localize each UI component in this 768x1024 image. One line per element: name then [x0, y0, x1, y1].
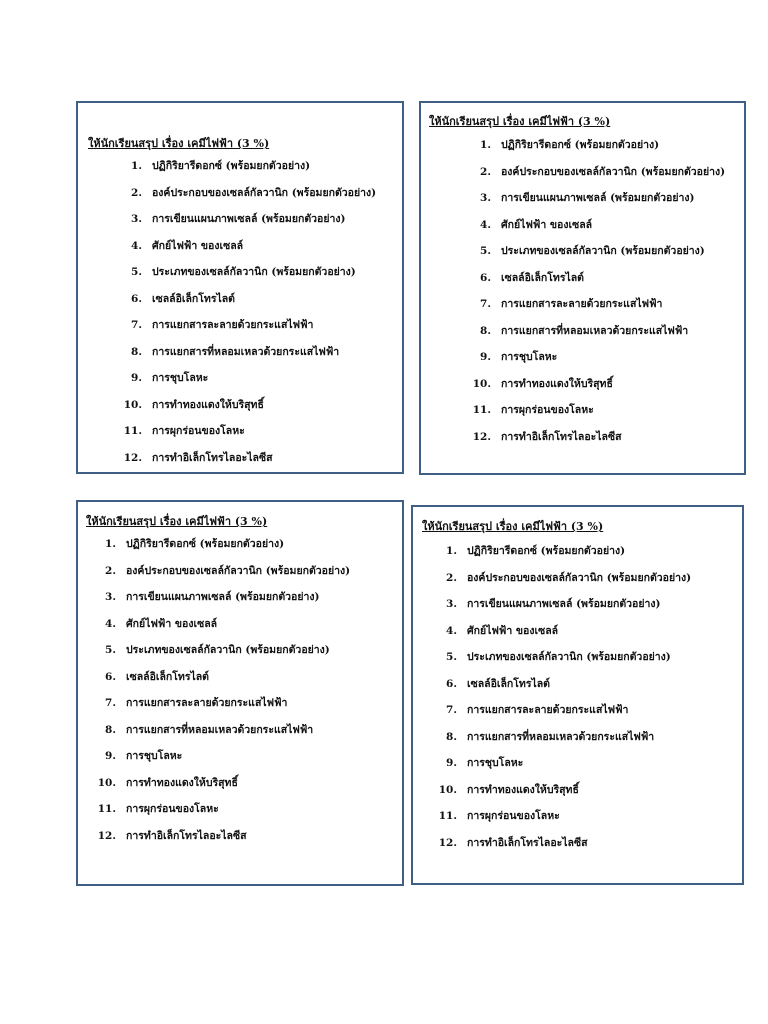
list-item — [465, 428, 725, 455]
list-item — [116, 210, 376, 237]
item-number: 10. — [123, 398, 142, 411]
list-item — [431, 781, 691, 808]
list-item — [431, 754, 691, 781]
list-item — [116, 263, 376, 290]
item-text: ปฏิกิริยารีดอกซ์ (พร้อมยกตัวอย่าง) — [467, 545, 626, 557]
item-text: การทำอิเล็กโทรไลอะไลซีส — [501, 430, 622, 443]
item-text: ปฏิกิริยารีดอกซ์ (พร้อมยกตัวอย่าง) — [501, 139, 660, 151]
item-text: การเขียนแผนภาพเซลล์ (พร้อมยกตัวอย่าง) — [467, 598, 661, 610]
item-text: ประเภทของเซลล์กัลวานิก (พร้อมยกตัวอย่าง) — [501, 245, 705, 257]
list-item — [431, 675, 691, 702]
item-number: 6. — [105, 670, 116, 683]
item-number: 2. — [131, 186, 142, 199]
list-item — [90, 747, 350, 774]
list-item — [90, 588, 350, 615]
item-number: 1. — [446, 545, 457, 557]
list-item — [465, 401, 725, 428]
item-number: 1. — [131, 160, 142, 172]
item-text: การแยกสารละลายด้วยกระแสไฟฟ้า — [126, 697, 288, 709]
list-item — [116, 157, 376, 184]
list-item — [116, 237, 376, 264]
item-text: การแยกสารที่หลอมเหลวด้วยกระแสไฟฟ้า — [467, 730, 655, 743]
item-number: 3. — [446, 598, 457, 610]
item-text: เซลล์อิเล็กโทรไลต์ — [126, 670, 210, 683]
item-text: การทำอิเล็กโทรไลอะไลซีส — [152, 451, 273, 464]
list-item — [116, 396, 376, 423]
list-item — [90, 641, 350, 668]
item-number: 11. — [123, 425, 142, 437]
item-number: 9. — [105, 750, 116, 762]
list-item — [116, 369, 376, 396]
item-text: ประเภทของเซลล์กัลวานิก (พร้อมยกตัวอย่าง) — [152, 266, 356, 278]
list-item — [90, 827, 350, 854]
item-text: องค์ประกอบของเซลล์กัลวานิก (พร้อมยกตัวอย่าง) — [126, 564, 351, 577]
item-text: การแยกสารละลายด้วยกระแสไฟฟ้า — [152, 319, 314, 331]
card-title: ให้นักเรียนสรุป เรื่อง เคมีไฟฟ้า (3 %) — [86, 515, 268, 528]
item-number: 2. — [446, 571, 457, 584]
item-text: การทำทองแดงให้บริสุทธิ์ — [152, 398, 264, 411]
list-item — [465, 242, 725, 269]
item-number: 12. — [438, 836, 457, 849]
item-number: 8. — [480, 324, 491, 337]
item-text: การผุกร่อนของโลหะ — [152, 425, 245, 437]
item-number: 10. — [97, 776, 116, 789]
card-title: ให้นักเรียนสรุป เรื่อง เคมีไฟฟ้า (3 %) — [422, 520, 604, 533]
list-item — [431, 622, 691, 649]
item-text: การทำทองแดงให้บริสุทธิ์ — [467, 783, 579, 796]
item-text: การชุบโลหะ — [126, 750, 183, 762]
item-number: 7. — [131, 319, 142, 331]
item-text: ศักย์ไฟฟ้า ของเซลล์ — [126, 617, 218, 630]
list-item — [90, 615, 350, 642]
card-title: ให้นักเรียนสรุป เรื่อง เคมีไฟฟ้า (3 %) — [88, 137, 270, 150]
list-item — [90, 668, 350, 695]
summary-card-top-right — [419, 101, 746, 475]
item-number: 9. — [480, 351, 491, 363]
topic-list — [90, 535, 350, 853]
item-text: การแยกสารละลายด้วยกระแสไฟฟ้า — [467, 704, 629, 716]
list-item — [116, 449, 376, 476]
item-text: เซลล์อิเล็กโทรไลต์ — [152, 292, 236, 305]
item-number: 2. — [480, 165, 491, 178]
list-item — [116, 316, 376, 343]
item-number: 5. — [105, 644, 116, 656]
item-number: 2. — [105, 564, 116, 577]
item-text: องค์ประกอบของเซลล์กัลวานิก (พร้อมยกตัวอย่าง) — [467, 571, 692, 584]
item-number: 7. — [446, 704, 457, 716]
item-number: 9. — [131, 372, 142, 384]
item-text: การทำอิเล็กโทรไลอะไลซีส — [126, 829, 247, 842]
list-item — [431, 648, 691, 675]
list-item — [116, 422, 376, 449]
item-number: 5. — [480, 245, 491, 257]
list-item — [431, 834, 691, 861]
item-number: 7. — [480, 298, 491, 310]
item-text: ประเภทของเซลล์กัลวานิก (พร้อมยกตัวอย่าง) — [467, 651, 671, 663]
item-text: การแยกสารที่หลอมเหลวด้วยกระแสไฟฟ้า — [501, 324, 689, 337]
item-number: 3. — [480, 192, 491, 204]
list-item — [465, 163, 725, 190]
item-text: เซลล์อิเล็กโทรไลต์ — [501, 271, 585, 284]
item-text: การเขียนแผนภาพเซลล์ (พร้อมยกตัวอย่าง) — [126, 591, 320, 603]
item-number: 9. — [446, 757, 457, 769]
item-number: 8. — [131, 345, 142, 358]
item-number: 11. — [438, 810, 457, 822]
item-number: 8. — [105, 723, 116, 736]
item-text: การทำอิเล็กโทรไลอะไลซีส — [467, 836, 588, 849]
item-text: ปฏิกิริยารีดอกซ์ (พร้อมยกตัวอย่าง) — [152, 160, 311, 172]
list-item — [465, 136, 725, 163]
list-item — [431, 807, 691, 834]
item-text: การชุบโลหะ — [152, 372, 209, 384]
list-item — [90, 721, 350, 748]
list-item — [431, 728, 691, 755]
item-number: 12. — [97, 829, 116, 842]
item-text: การแยกสารละลายด้วยกระแสไฟฟ้า — [501, 298, 663, 310]
list-item — [431, 595, 691, 622]
item-text: องค์ประกอบของเซลล์กัลวานิก (พร้อมยกตัวอย่าง) — [501, 165, 726, 178]
item-number: 6. — [131, 292, 142, 305]
item-number: 10. — [472, 377, 491, 390]
list-item — [465, 216, 725, 243]
summary-card-bottom-left — [76, 500, 404, 886]
list-item — [90, 694, 350, 721]
item-number: 8. — [446, 730, 457, 743]
item-number: 11. — [472, 404, 491, 416]
list-item — [116, 290, 376, 317]
item-number: 3. — [105, 591, 116, 603]
item-number: 1. — [105, 538, 116, 550]
item-number: 10. — [438, 783, 457, 796]
topic-list — [431, 542, 691, 860]
item-text: การชุบโลหะ — [501, 351, 558, 363]
list-item — [90, 562, 350, 589]
item-number: 5. — [131, 266, 142, 278]
item-text: ศักย์ไฟฟ้า ของเซลล์ — [467, 624, 559, 637]
summary-card-bottom-right — [411, 505, 744, 885]
list-item — [465, 375, 725, 402]
item-text: ปฏิกิริยารีดอกซ์ (พร้อมยกตัวอย่าง) — [126, 538, 285, 550]
item-number: 1. — [480, 139, 491, 151]
item-number: 4. — [480, 218, 491, 231]
item-text: การแยกสารที่หลอมเหลวด้วยกระแสไฟฟ้า — [126, 723, 314, 736]
item-number: 3. — [131, 213, 142, 225]
item-text: การทำทองแดงให้บริสุทธิ์ — [126, 776, 238, 789]
list-item — [90, 800, 350, 827]
item-text: การชุบโลหะ — [467, 757, 524, 769]
summary-card-top-left — [76, 101, 404, 474]
item-text: การผุกร่อนของโลหะ — [501, 404, 594, 416]
item-number: 4. — [105, 617, 116, 630]
item-number: 6. — [446, 677, 457, 690]
list-item — [116, 343, 376, 370]
item-number: 4. — [446, 624, 457, 637]
list-item — [465, 295, 725, 322]
list-item — [90, 774, 350, 801]
item-number: 4. — [131, 239, 142, 252]
list-item — [90, 535, 350, 562]
list-item — [465, 322, 725, 349]
topic-list — [465, 136, 725, 454]
list-item — [465, 348, 725, 375]
list-item — [116, 184, 376, 211]
item-text: องค์ประกอบของเซลล์กัลวานิก (พร้อมยกตัวอย่าง) — [152, 186, 377, 199]
list-item — [431, 569, 691, 596]
item-text: การเขียนแผนภาพเซลล์ (พร้อมยกตัวอย่าง) — [501, 192, 695, 204]
item-text: ประเภทของเซลล์กัลวานิก (พร้อมยกตัวอย่าง) — [126, 644, 330, 656]
topic-list — [116, 157, 376, 475]
item-text: ศักย์ไฟฟ้า ของเซลล์ — [152, 239, 244, 252]
item-number: 5. — [446, 651, 457, 663]
item-number: 12. — [123, 451, 142, 464]
list-item — [431, 701, 691, 728]
item-number: 6. — [480, 271, 491, 284]
item-text: การผุกร่อนของโลหะ — [126, 803, 219, 815]
item-text: การผุกร่อนของโลหะ — [467, 810, 560, 822]
item-text: ศักย์ไฟฟ้า ของเซลล์ — [501, 218, 593, 231]
item-text: การทำทองแดงให้บริสุทธิ์ — [501, 377, 613, 390]
list-item — [431, 542, 691, 569]
item-text: การเขียนแผนภาพเซลล์ (พร้อมยกตัวอย่าง) — [152, 213, 346, 225]
list-item — [465, 189, 725, 216]
item-number: 11. — [97, 803, 116, 815]
item-number: 12. — [472, 430, 491, 443]
list-item — [465, 269, 725, 296]
item-text: การแยกสารที่หลอมเหลวด้วยกระแสไฟฟ้า — [152, 345, 340, 358]
item-text: เซลล์อิเล็กโทรไลต์ — [467, 677, 551, 690]
card-title: ให้นักเรียนสรุป เรื่อง เคมีไฟฟ้า (3 %) — [429, 115, 611, 128]
item-number: 7. — [105, 697, 116, 709]
